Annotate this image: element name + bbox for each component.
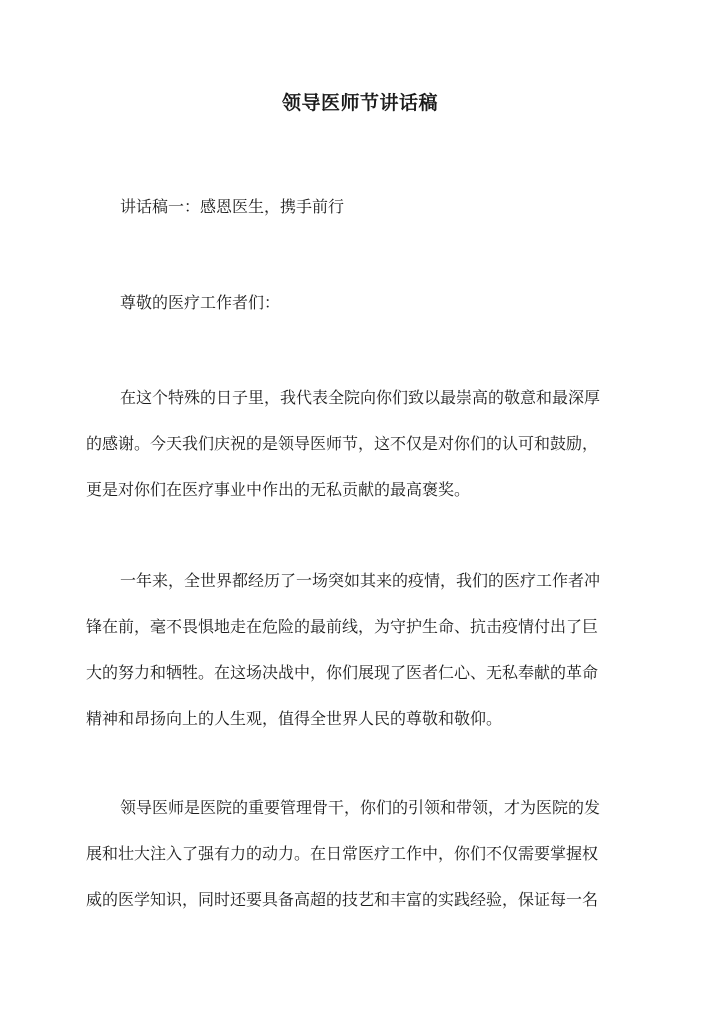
paragraph-line: 在这个特殊的日子里，我代表全院向你们致以最崇高的敬意和最深厚 <box>120 388 601 407</box>
body-paragraph-3 <box>86 785 634 923</box>
paragraph-line: 展和壮大注入了强有力的动力。在日常医疗工作中，你们不仅需要掌握权 <box>86 844 599 863</box>
subtitle-line: 讲话稿一：感恩医生，携手前行 <box>120 197 345 216</box>
paragraph-line: 大的努力和牺牲。在这场决战中，你们展现了医者仁心、无私奉献的革命 <box>86 663 599 682</box>
body-paragraph-1 <box>86 375 634 513</box>
paragraph-line: 的感谢。今天我们庆祝的是领导医师节，这不仅是对你们的认可和鼓励， <box>86 434 599 453</box>
paragraph-line: 精神和昂扬向上的人生观，值得全世界人民的尊敬和敬仰。 <box>86 709 503 728</box>
salutation-paragraph <box>86 280 634 326</box>
body-paragraph-2 <box>86 558 634 742</box>
paragraph-line: 领导医师是医院的重要管理骨干，你们的引领和带领，才为医院的发 <box>120 798 601 817</box>
paragraph-line: 威的医学知识，同时还要具备高超的技艺和丰富的实践经验，保证每一名 <box>86 890 599 909</box>
document-title: 领导医师节讲话稿 <box>281 92 438 114</box>
paragraph-line: 一年来，全世界都经历了一场突如其来的疫情，我们的医疗工作者冲 <box>120 571 601 590</box>
paragraph-line: 更是对你们在医疗事业中作出的无私贡献的最高褒奖。 <box>86 480 471 499</box>
subtitle-paragraph <box>86 184 634 230</box>
paragraph-line: 锋在前，毫不畏惧地走在危险的最前线，为守护生命、抗击疫情付出了巨 <box>86 617 599 636</box>
salutation-line: 尊敬的医疗工作者们： <box>120 293 281 312</box>
